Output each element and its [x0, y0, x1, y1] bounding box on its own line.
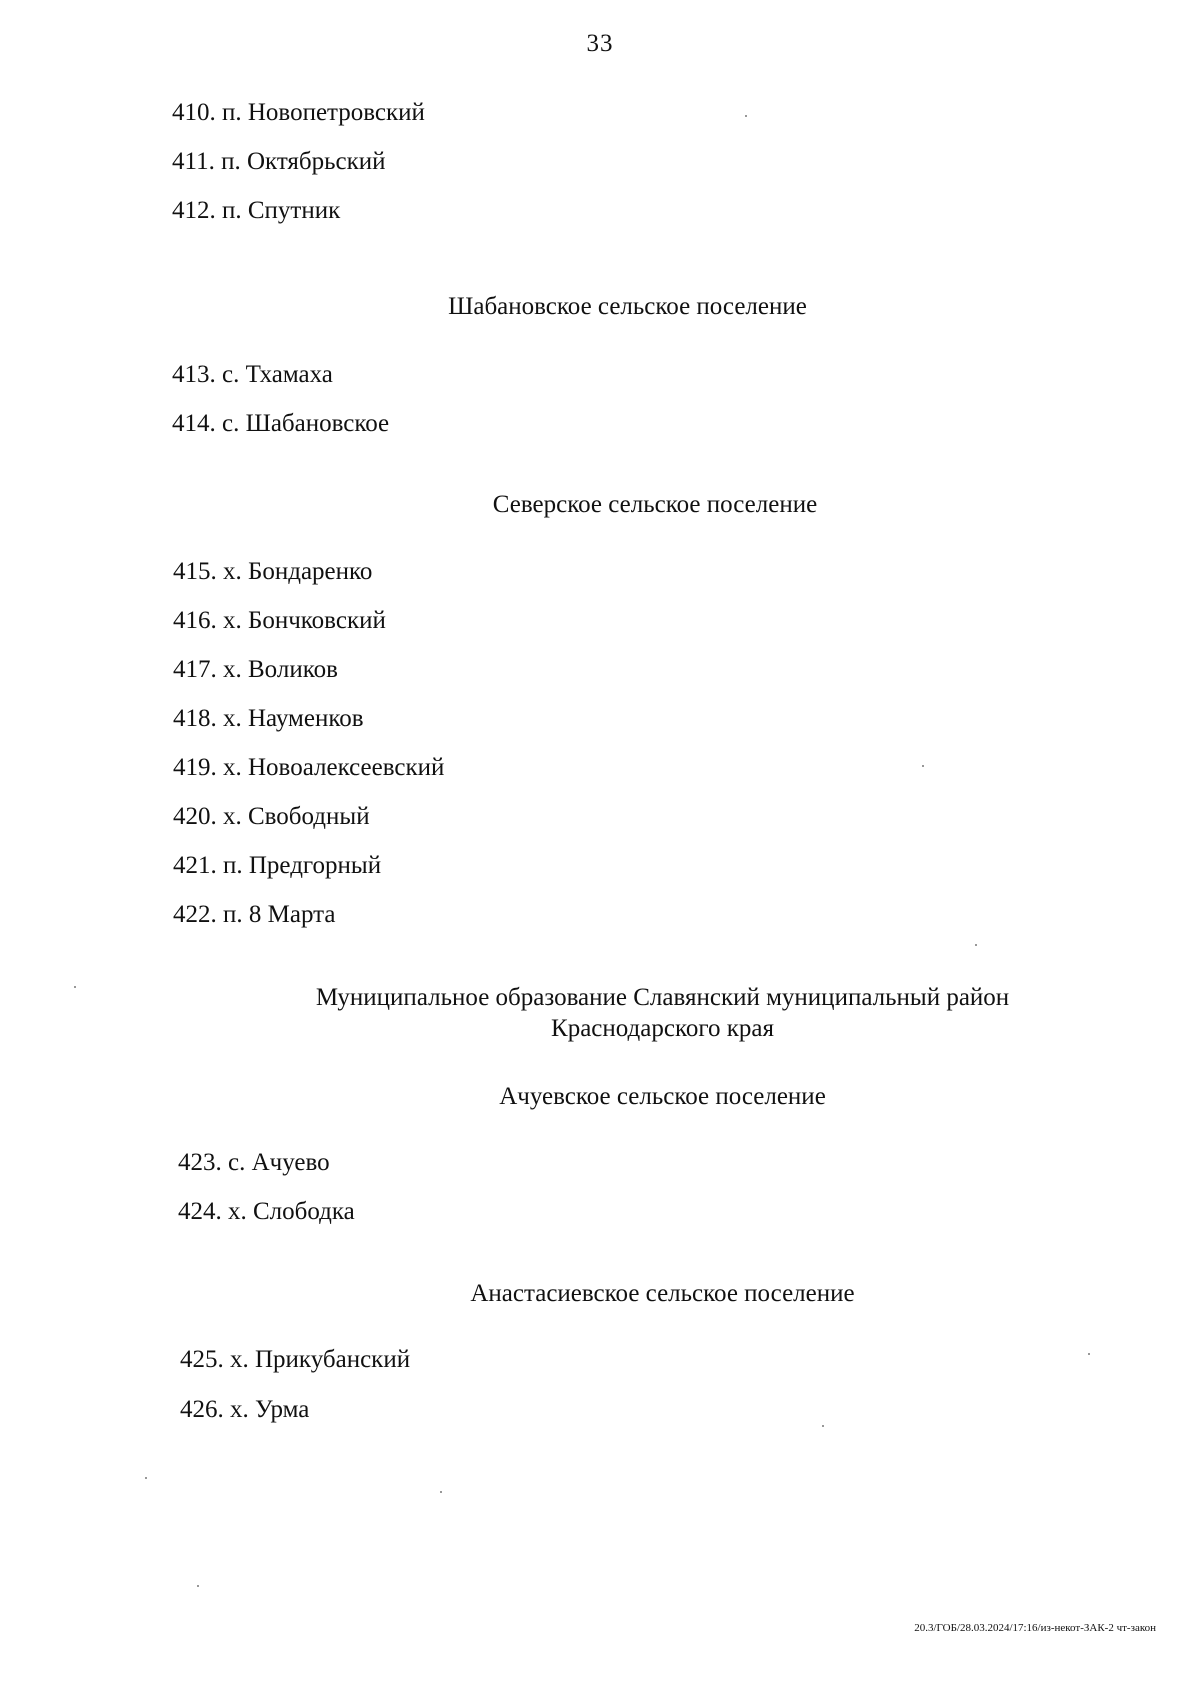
list-item: 419. х. Новоалексеевский	[173, 754, 445, 781]
municipality-heading-line1: Муниципальное образование Славянский муниципальный район	[315, 984, 1010, 1011]
scan-speck	[197, 1585, 199, 1587]
scan-speck	[1088, 1353, 1090, 1355]
list-item: 425. х. Прикубанский	[180, 1346, 411, 1373]
list-item: 424. х. Слободка	[178, 1198, 355, 1225]
section-heading: Ачуевское сельское поселение	[499, 1083, 826, 1110]
list-item: 420. х. Свободный	[173, 803, 370, 830]
list-item: 413. с. Тхамаха	[172, 361, 333, 388]
section-heading: Северское сельское поселение	[492, 491, 818, 518]
list-item: 422. п. 8 Марта	[173, 901, 336, 928]
list-item: 411. п. Октябрьский	[172, 148, 386, 175]
list-item: 417. х. Воликов	[173, 656, 338, 683]
list-item: 421. п. Предгорный	[173, 852, 382, 879]
list-item: 418. х. Науменков	[173, 705, 364, 732]
page-number: 33	[586, 30, 614, 57]
scan-speck	[745, 115, 747, 117]
municipality-heading-line2: Краснодарского края	[551, 1015, 774, 1042]
scan-speck	[922, 765, 924, 767]
scan-speck	[145, 1477, 147, 1479]
list-item: 415. х. Бондаренко	[173, 558, 373, 585]
list-item: 410. п. Новопетровский	[172, 99, 425, 126]
section-heading: Шабановское сельское поселение	[448, 293, 807, 320]
list-item: 412. п. Спутник	[172, 197, 341, 224]
scan-speck	[440, 1491, 442, 1493]
scan-speck	[975, 944, 977, 946]
list-item: 416. х. Бончковский	[173, 607, 386, 634]
list-item: 423. с. Ачуево	[178, 1149, 330, 1176]
section-heading: Анастасиевское сельское поселение	[470, 1280, 855, 1307]
scan-speck	[822, 1425, 824, 1427]
list-item: 414. с. Шабановское	[172, 410, 390, 437]
scan-speck	[74, 986, 76, 988]
list-item: 426. х. Урма	[180, 1396, 310, 1423]
footer-code: 20.3/ГОБ/28.03.2024/17:16/из-некот-ЗАК-2 чт-закон	[914, 1622, 1156, 1634]
